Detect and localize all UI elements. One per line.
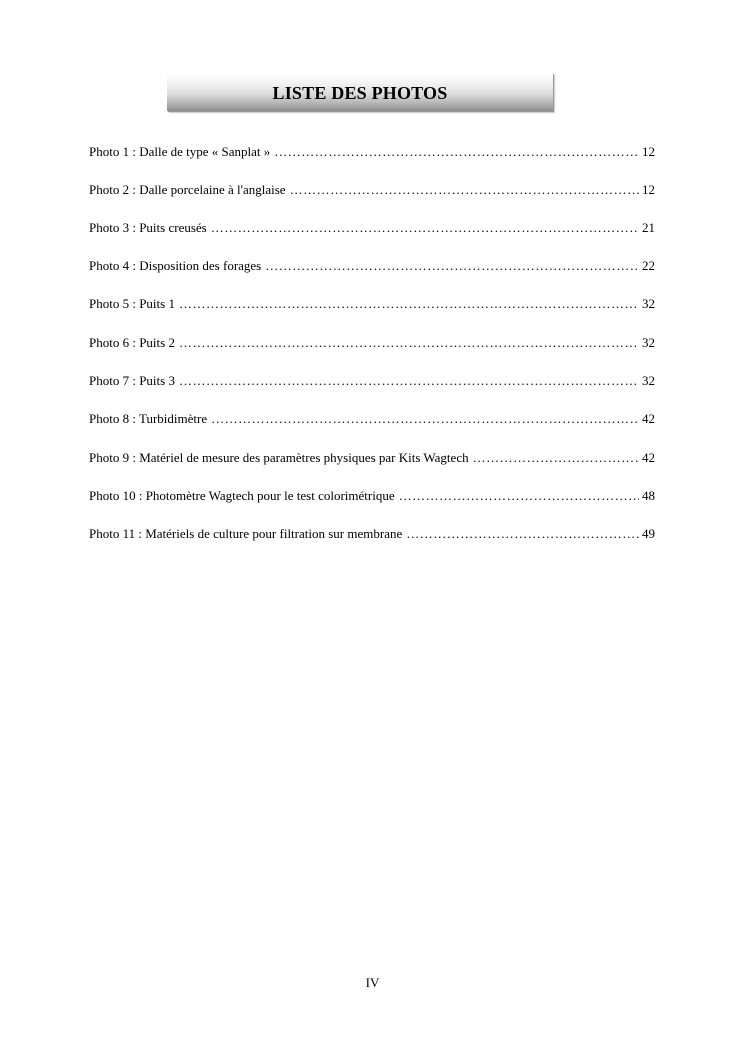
toc-entry: [89, 295, 655, 313]
toc-entry-label: Photo 2 : Dalle porcelaine à l'anglaise: [89, 182, 286, 197]
toc-entry-label: Photo 4 : Disposition des forages: [89, 258, 262, 273]
dot-leader: [473, 449, 639, 467]
toc-entry-page: 12: [642, 144, 655, 159]
toc-entry-page: 42: [642, 411, 655, 426]
dot-leader: [179, 372, 639, 390]
toc-entry: [89, 257, 655, 275]
toc-entry: [89, 410, 655, 428]
toc-entry: [89, 181, 655, 199]
dot-leader: [274, 143, 639, 161]
toc-entry-page: 12: [642, 182, 655, 197]
toc-entry-page: 48: [642, 488, 655, 503]
toc-entry-page: 32: [642, 296, 655, 311]
toc-entry: [89, 219, 655, 237]
toc-entry-label: Photo 3 : Puits creusés: [89, 220, 207, 235]
toc-entry-page: 49: [642, 526, 655, 541]
toc-entry: [89, 525, 655, 543]
dot-leader: [399, 487, 639, 505]
list-title-banner: [167, 73, 553, 111]
toc-entry-label: Photo 10 : Photomètre Wagtech pour le test colorimétrique: [89, 488, 395, 503]
page-title: LISTE DES PHOTOS: [272, 82, 448, 103]
toc-entry: [89, 449, 655, 467]
toc-entry: [89, 143, 655, 161]
toc-entry-label: Photo 5 : Puits 1: [89, 296, 175, 311]
footer-page-number: IV: [365, 975, 380, 990]
toc-entry-label: Photo 8 : Turbidimètre: [89, 411, 208, 426]
dot-leader: [211, 410, 639, 428]
toc-entry-label: Photo 9 : Matériel de mesure des paramètres physiques par Kits Wagtech: [89, 450, 469, 465]
dot-leader: [265, 257, 639, 275]
toc-entry-label: Photo 11 : Matériels de culture pour filtration sur membrane: [89, 526, 403, 541]
toc-entry: [89, 334, 655, 352]
toc-entry-label: Photo 1 : Dalle de type « Sanplat »: [89, 144, 271, 159]
toc-entry-label: Photo 6 : Puits 2: [89, 335, 175, 350]
dot-leader: [211, 219, 639, 237]
toc-entry-page: 42: [642, 450, 655, 465]
toc-entry: [89, 487, 655, 505]
toc-entry-page: 32: [642, 335, 655, 350]
toc-entry: [89, 372, 655, 390]
dot-leader: [179, 334, 639, 352]
toc-entry-page: 32: [642, 373, 655, 388]
toc-entry-page: 21: [642, 220, 655, 235]
dot-leader: [406, 525, 639, 543]
toc-entry-page: 22: [642, 258, 655, 273]
dot-leader: [290, 181, 639, 199]
toc-entry-label: Photo 7 : Puits 3: [89, 373, 175, 388]
dot-leader: [179, 295, 639, 313]
